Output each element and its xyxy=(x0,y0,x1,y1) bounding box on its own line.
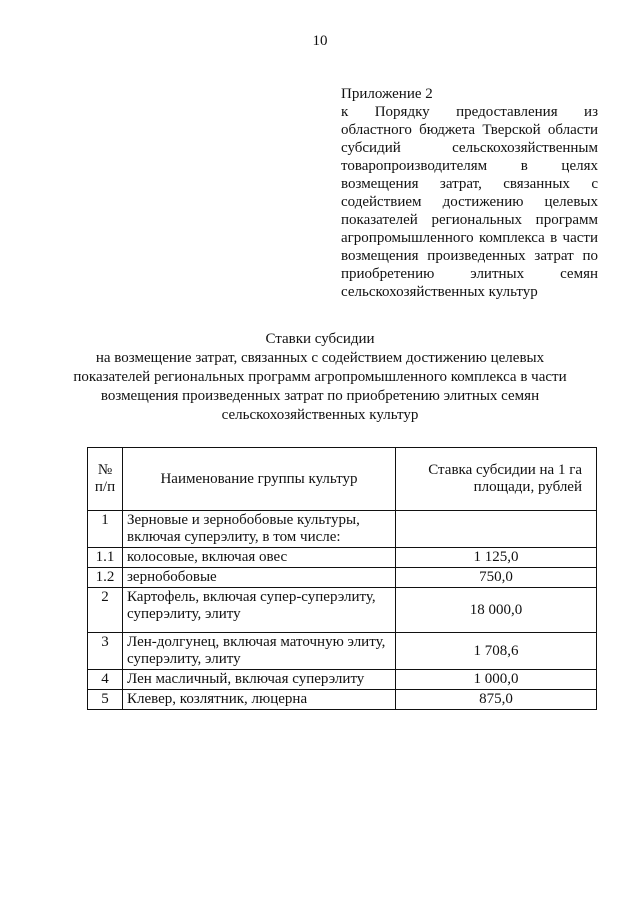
heading-title: Ставки субсидии xyxy=(265,331,375,347)
appendix-text: к Порядку предоставления из областного бюджета Тверской области субсидий сельскохозяйственным товаропроизводителям в целях возмещения затрат, связанных с содействием достижению целевых показателей региональных программ агропромышленного комплекса в части возмещения произведенных затрат по приобретению элитных семян сельскохозяйственных культур xyxy=(341,104,598,300)
row-name: Зерновые и зернобобовые культуры, включая суперэлиту, в том числе: xyxy=(123,511,396,548)
heading-subtitle: на возмещение затрат, связанных с содействием достижению целевых показателей региональных программ агропромышленного комплекса в части возмещения произведенных затрат по приобретению элитных семян сельскохозяйственных культур xyxy=(73,350,567,423)
row-num: 3 xyxy=(88,633,123,670)
row-num: 1.2 xyxy=(88,568,123,588)
row-name: Лен масличный, включая суперэлиту xyxy=(123,670,396,690)
header-rate: Ставка субсидии на 1 га площади, рублей xyxy=(396,448,597,511)
page-number: 10 xyxy=(312,33,328,49)
row-rate: 1 708,6 xyxy=(396,633,597,670)
row-name: зернобобовые xyxy=(123,568,396,588)
row-name: Клевер, козлятник, люцерна xyxy=(123,690,396,710)
row-rate xyxy=(396,511,597,548)
appendix-block xyxy=(341,85,598,301)
header-num: № п/п xyxy=(88,448,123,511)
row-num: 5 xyxy=(88,690,123,710)
table-row xyxy=(88,690,597,710)
table-row xyxy=(88,548,597,568)
row-name: колосовые, включая овес xyxy=(123,548,396,568)
row-num: 1 xyxy=(88,511,123,548)
row-num: 1.1 xyxy=(88,548,123,568)
subsidy-rates-table xyxy=(87,447,597,710)
document-heading xyxy=(70,330,570,425)
table-row xyxy=(88,633,597,670)
appendix-title: Приложение 2 xyxy=(341,86,433,102)
row-rate: 875,0 xyxy=(396,690,597,710)
row-num: 2 xyxy=(88,588,123,633)
row-name: Лен-долгунец, включая маточную элиту, суперэлиту, элиту xyxy=(123,633,396,670)
header-name: Наименование группы культур xyxy=(123,448,396,511)
row-num: 4 xyxy=(88,670,123,690)
row-rate: 18 000,0 xyxy=(396,588,597,633)
table-row xyxy=(88,588,597,633)
row-rate: 1 125,0 xyxy=(396,548,597,568)
row-rate: 750,0 xyxy=(396,568,597,588)
table-header-row xyxy=(88,448,597,511)
row-rate: 1 000,0 xyxy=(396,670,597,690)
table-row xyxy=(88,670,597,690)
table-row xyxy=(88,511,597,548)
row-name: Картофель, включая супер-суперэлиту, суперэлиту, элиту xyxy=(123,588,396,633)
table-row xyxy=(88,568,597,588)
